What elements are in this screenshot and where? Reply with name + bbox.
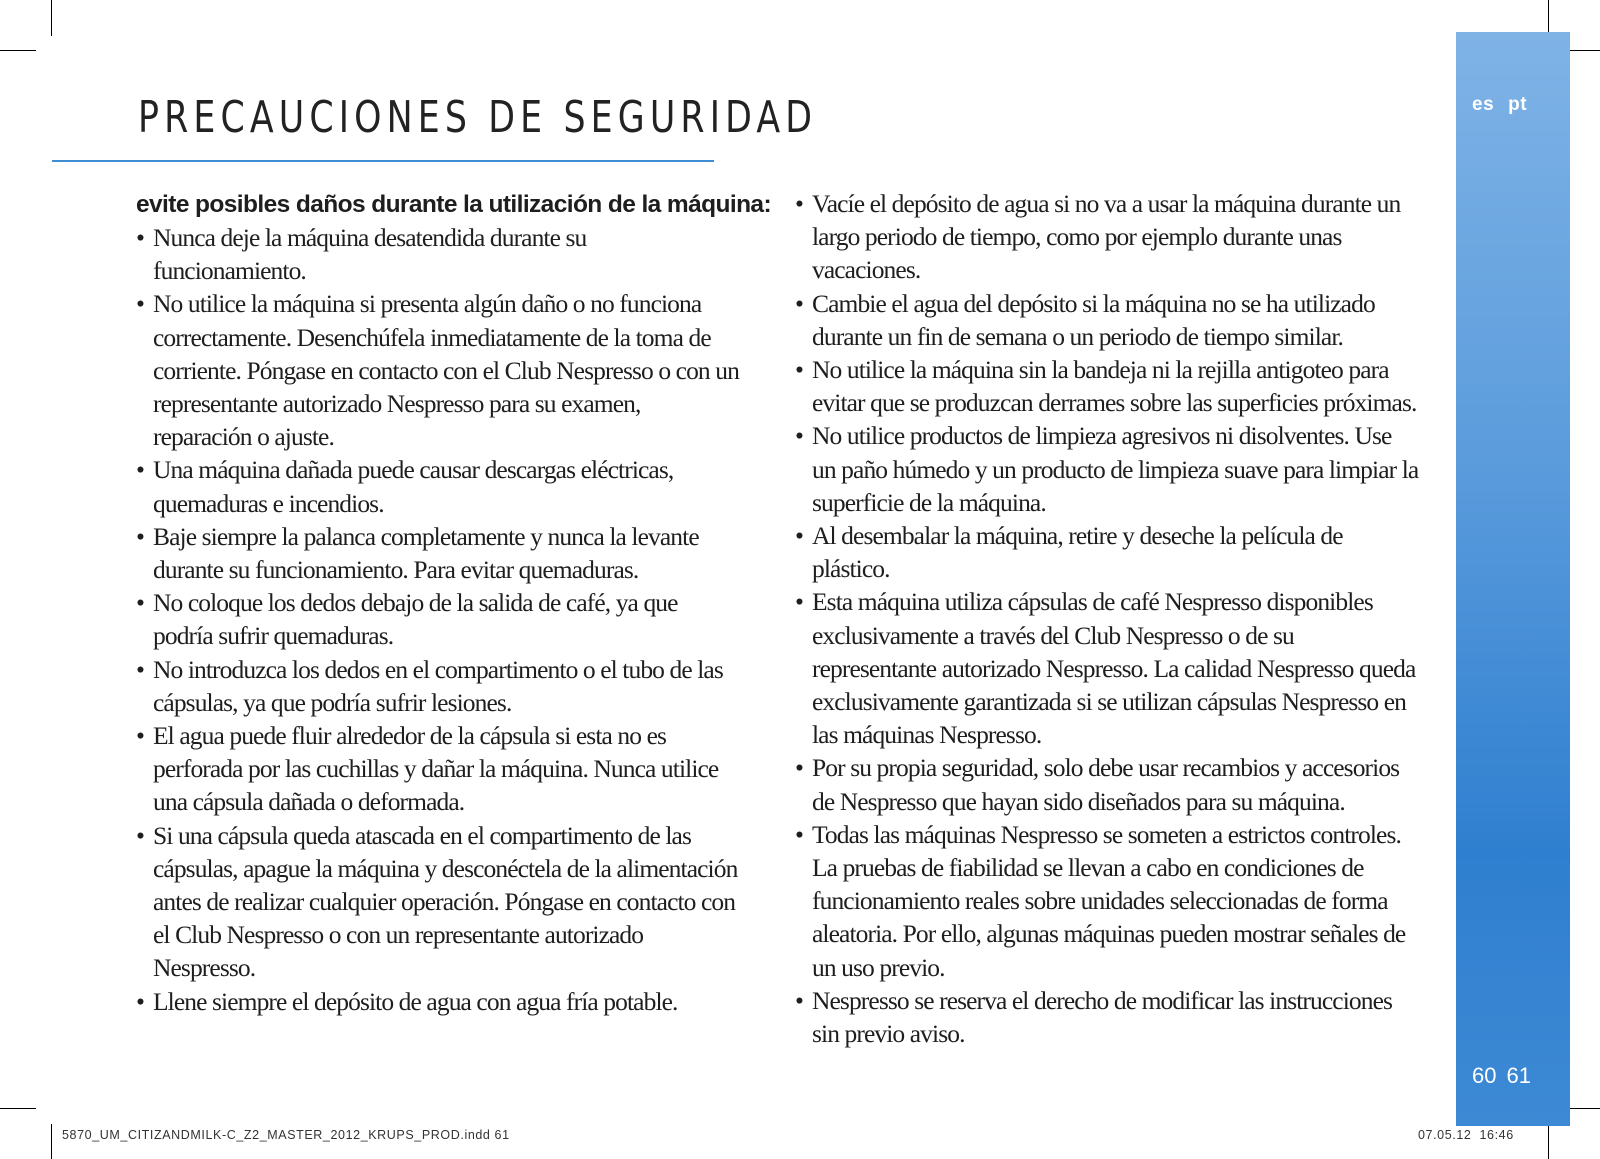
page-numbers <box>1472 1063 1541 1089</box>
print-date: 07.05.12 <box>1418 1128 1472 1142</box>
right-column <box>795 187 1419 1050</box>
list-item-text: • No coloque los dedos debajo de la salida de café, ya que podría sufrir quemaduras. <box>153 588 678 651</box>
list-item <box>795 353 1419 419</box>
list-item <box>795 419 1419 519</box>
print-time: 16:46 <box>1479 1128 1514 1142</box>
right-precautions-list <box>795 187 1419 1050</box>
list-item <box>136 520 742 586</box>
page-title: PRECAUCIONES DE SEGURIDAD <box>138 92 818 143</box>
title-underline <box>52 160 714 162</box>
list-item-text: • No utilice productos de limpieza agresivos ni disolventes. Use un paño húmedo y un producto de limpieza suave para limpiar la superficie de la máquina. <box>812 421 1419 517</box>
list-item <box>795 818 1419 984</box>
list-item-text: • Llene siempre el depósito de agua con agua fría potable. <box>153 986 678 1016</box>
list-item <box>136 985 742 1018</box>
list-item-text: • Nunca deje la máquina desatendida durante su funcionamiento. <box>153 223 587 286</box>
list-item-text: • Al desembalar la máquina, retire y deseche la película de plástico. <box>812 521 1343 584</box>
list-item-text: • Baje siempre la palanca completamente y nunca la levante durante su funcionamiento. Para evitar quemaduras. <box>153 521 699 585</box>
list-item-text: • No introduzca los dedos en el compartimento o el tubo de las cápsulas, ya que podría sufrir lesiones. <box>153 654 723 717</box>
lang-tab-es: es <box>1472 94 1495 115</box>
list-item <box>795 187 1419 287</box>
crop-mark <box>51 0 52 36</box>
list-item <box>795 984 1419 1050</box>
list-item <box>136 453 742 519</box>
list-item <box>136 221 742 287</box>
crop-mark <box>1548 0 1549 36</box>
list-item-text: • Esta máquina utiliza cápsulas de café Nespresso disponibles exclusivamente a través del Club Nespresso o de su representante autorizado Nespresso. La calidad Nespresso queda exclusivamente garantizada si se utilizan cápsulas Nespresso en las máquinas Nespresso. <box>812 587 1416 750</box>
crop-mark <box>0 50 36 51</box>
left-column <box>136 188 772 1018</box>
list-item <box>795 585 1419 751</box>
list-item <box>136 287 742 453</box>
list-item-text: • El agua puede fluir alrededor de la cápsula si esta no es perforada por las cuchillas y dañar la máquina. Nunca utilice una cápsula dañada o deformada. <box>153 721 719 817</box>
list-item <box>136 819 742 985</box>
print-slug: 5870_UM_CITIZANDMILK-C_Z2_MASTER_2012_KRUPS_PROD.indd 61 <box>62 1128 510 1142</box>
list-item-text: • Vacíe el depósito de agua si no va a usar la máquina durante un largo periodo de tiempo, como por ejemplo durante unas vacaciones. <box>812 189 1401 285</box>
print-datestamp <box>1418 1128 1522 1142</box>
list-item-text: • No utilice la máquina sin la bandeja ni la rejilla antigoteo para evitar que se produzcan derrames sobre las superficies próximas. <box>812 355 1417 418</box>
list-item-text: • Cambie el agua del depósito si la máquina no se ha utilizado durante un fin de semana o un periodo de tiempo similar. <box>812 288 1375 351</box>
crop-mark <box>1548 1124 1549 1159</box>
list-item <box>795 519 1419 585</box>
list-item-text: • Si una cápsula queda atascada en el compartimento de las cápsulas, apague la máquina y desconéctela de la alimentación antes de realizar cualquier operación. Póngase en contacto con el Club Nespresso o con un representante autorizado Nespresso. <box>153 820 738 983</box>
list-item <box>136 719 742 819</box>
crop-mark <box>51 1124 52 1159</box>
list-item <box>136 586 742 652</box>
lang-tab-pt: pt <box>1508 94 1528 115</box>
list-item <box>795 751 1419 817</box>
list-item <box>136 653 742 719</box>
page-number-left: 60 <box>1472 1063 1497 1088</box>
list-item <box>795 287 1419 353</box>
side-tab-band <box>1456 32 1570 1126</box>
list-item-text: • Todas las máquinas Nespresso se someten a estrictos controles. La pruebas de fiabilidad se llevan a cabo en condiciones de funcionamiento reales sobre unidades seleccionadas de forma aleatoria. Por ello, algunas máquinas pueden mostrar señales de un uso previo. <box>812 819 1406 982</box>
list-item-text: • Por su propia seguridad, solo debe usar recambios y accesorios de Nespresso que hayan sido diseñados para su máquina. <box>812 753 1400 816</box>
crop-mark <box>0 1108 36 1109</box>
list-item-text: • Nespresso se reserva el derecho de modificar las instrucciones sin previo aviso. <box>812 985 1393 1049</box>
section-heading: evite posibles daños durante la utilización de la máquina: <box>136 191 772 218</box>
page-number-right: 61 <box>1506 1063 1531 1088</box>
language-tabs <box>1472 94 1541 116</box>
left-precautions-list <box>136 221 742 1018</box>
list-item-text: • Una máquina dañada puede causar descargas eléctricas, quemaduras e incendios. <box>153 455 674 518</box>
list-item-text: • No utilice la máquina si presenta algún daño o no funciona correctamente. Desenchúfela inmediatamente de la toma de corriente. Póngase en contacto con el Club Nespresso o con un representante autorizado Nespresso para su examen, reparación o ajuste. <box>153 289 739 452</box>
